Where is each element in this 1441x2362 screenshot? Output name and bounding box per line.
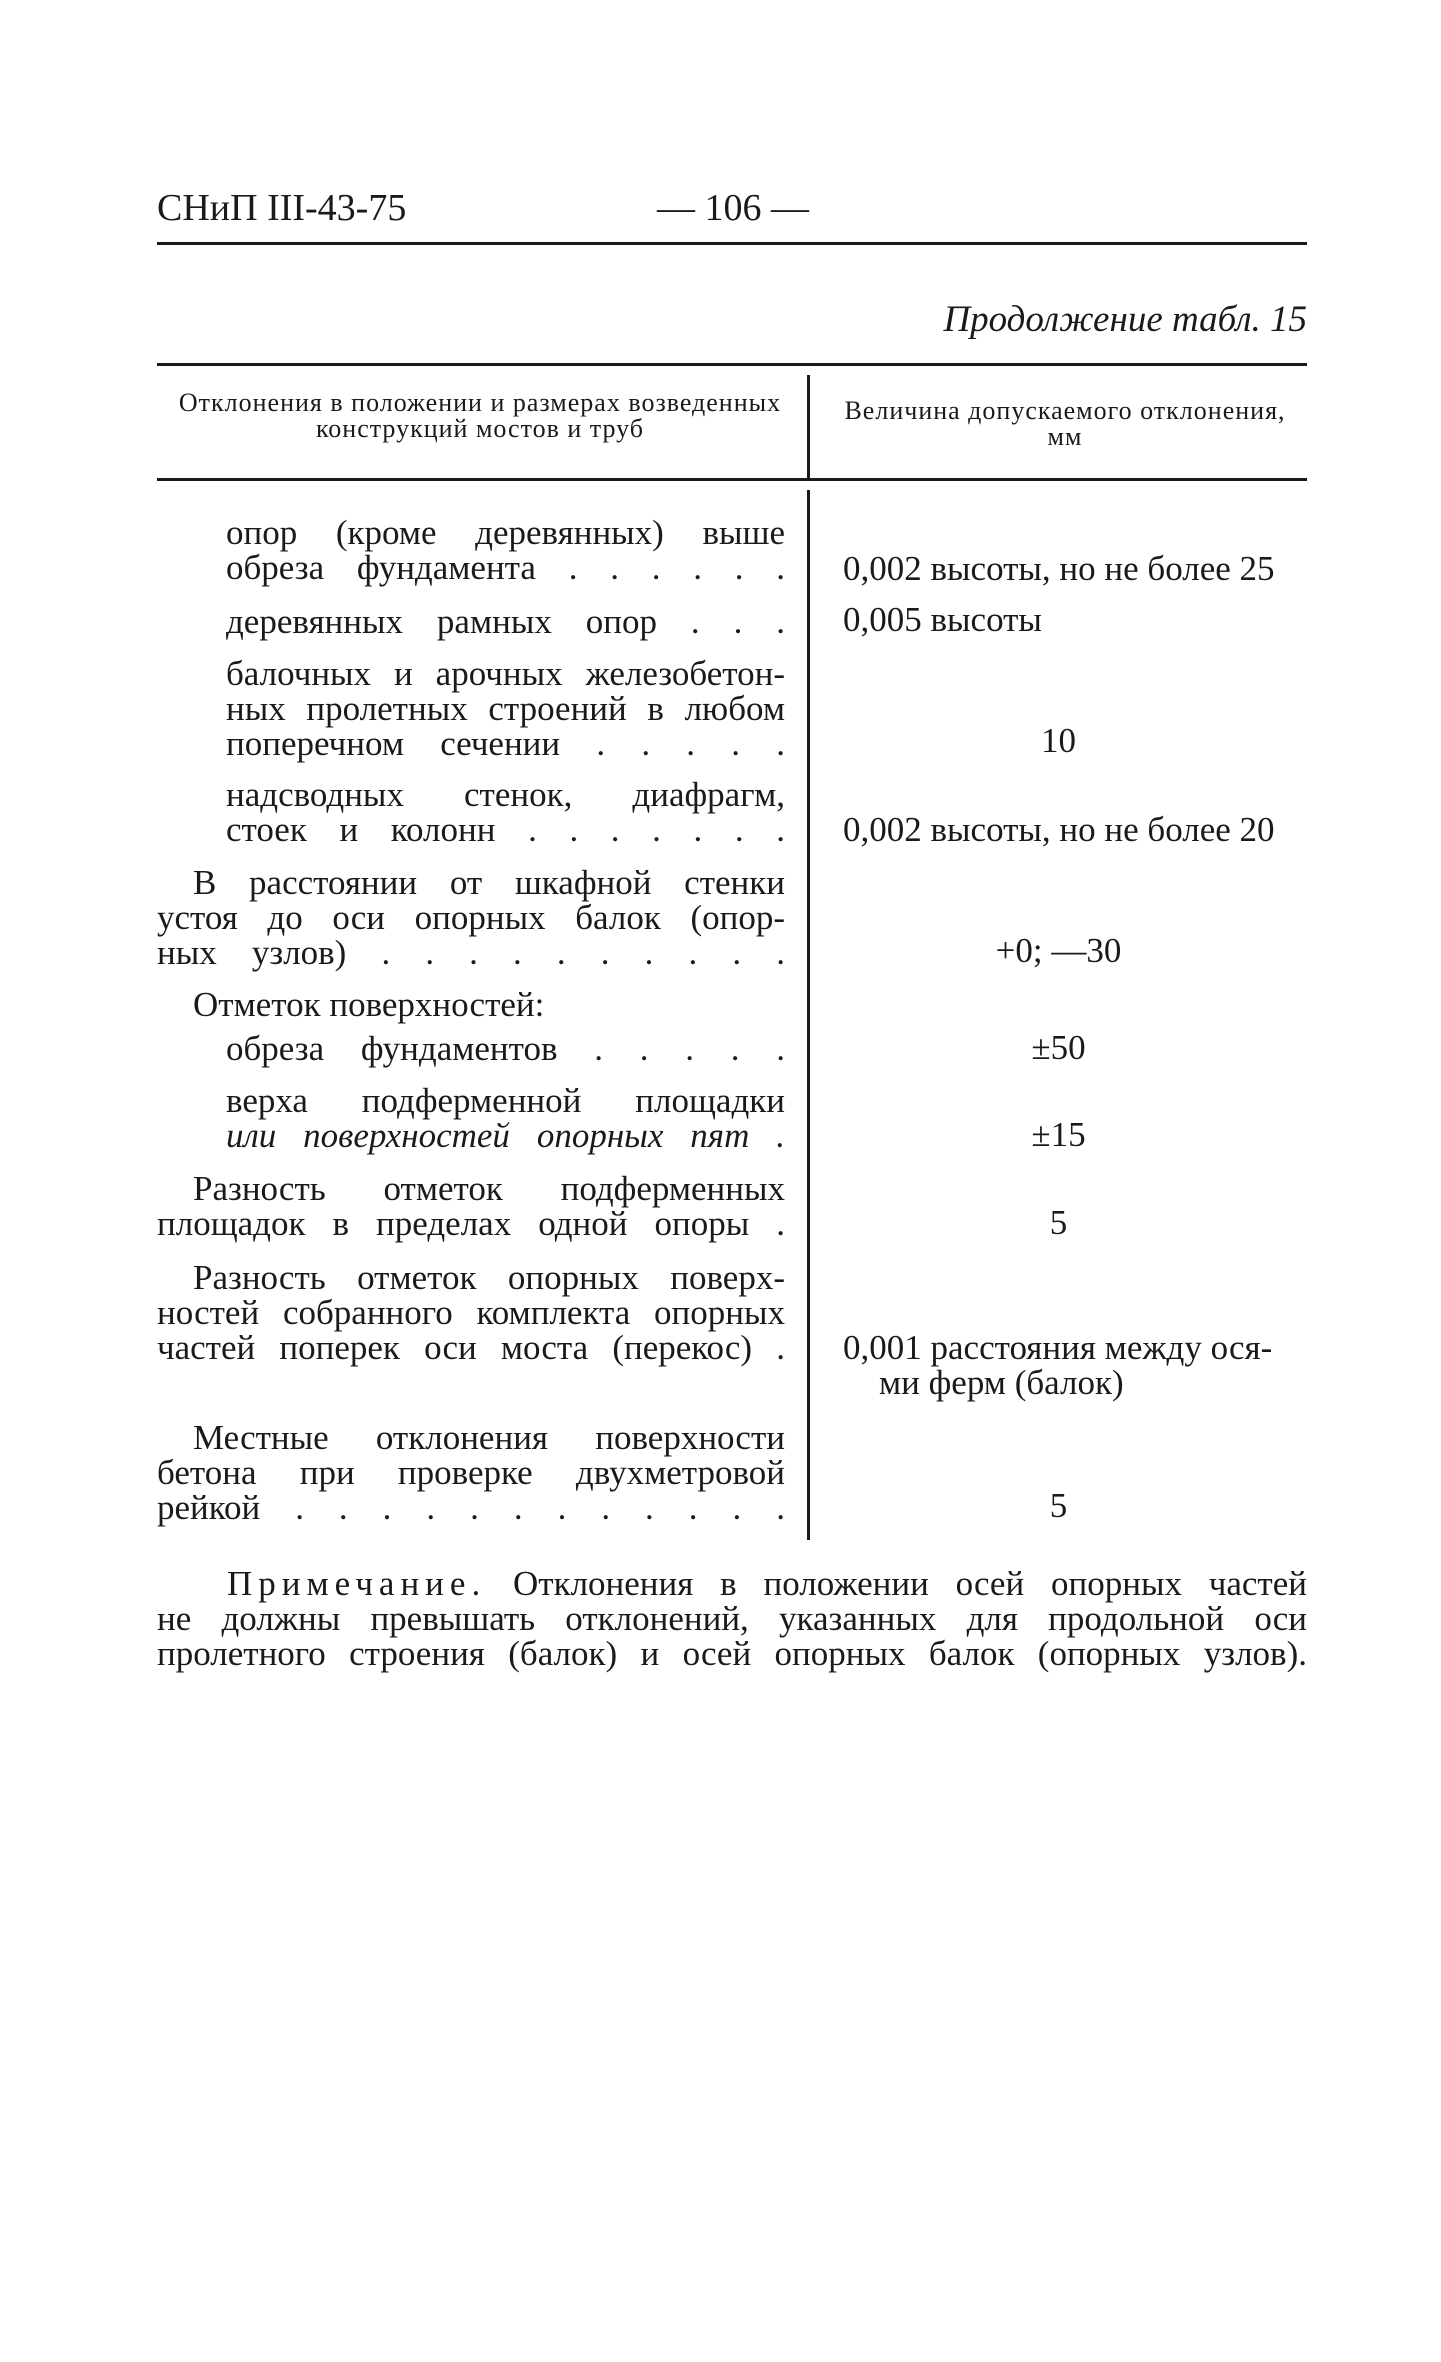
table-header-divider bbox=[807, 375, 810, 478]
table-column-divider bbox=[807, 490, 810, 1540]
table-continuation-label: Продолжение табл. 15 bbox=[943, 299, 1307, 340]
table-row-label: обреза фундаментов . . . . . bbox=[226, 1029, 785, 1068]
table-note bbox=[157, 1566, 1307, 1671]
document-code: СНиП III-43-75 bbox=[157, 187, 407, 229]
table-row-label: Разность отметок подферменных площадок в пределах одной опоры . bbox=[157, 1169, 785, 1243]
table-row-label: надсводных стенок, диафрагм, стоек и колонн . . . . . . . bbox=[226, 775, 785, 849]
table-row-value: 0,005 высоты bbox=[843, 600, 1042, 639]
table-row-value: 5 bbox=[1049, 1486, 1068, 1525]
page-header bbox=[157, 186, 1307, 246]
note-label: Примечание. bbox=[227, 1564, 487, 1603]
table-header-rule bbox=[157, 478, 1307, 481]
table-row-label: верха подферменной площадки или поверхностей опорных пят . bbox=[226, 1081, 785, 1155]
table-top-rule bbox=[157, 363, 1307, 366]
note-text-line: Отклонения в положении осей опорных частей bbox=[513, 1564, 1307, 1603]
note-text-line: пролетного строения (балок) и осей опорных балок (опорных узлов). bbox=[157, 1634, 1307, 1673]
table-row-label: балочных и арочных железобетон- ных пролетных строений в любом поперечном сечении . . . . . bbox=[226, 654, 785, 763]
table-row-label: деревянных рамных опор . . . bbox=[226, 602, 785, 641]
table-row-value: ±15 bbox=[1031, 1115, 1086, 1154]
table-row-value: 10 bbox=[1041, 721, 1076, 760]
table-row-value: +0; —30 bbox=[995, 931, 1122, 970]
table-row-value: ±50 bbox=[1031, 1028, 1086, 1067]
table-row-value: 0,002 высоты, но не более 20 bbox=[843, 810, 1275, 849]
page-number: — 106 — bbox=[657, 187, 809, 229]
table-row-value: 0,002 высоты, но не более 25 bbox=[843, 549, 1275, 588]
table-row-label: Местные отклонения поверхности бетона при проверке двухметровой рейкой . . . . . . . . . . . . bbox=[157, 1418, 785, 1527]
table-row-value: 5 bbox=[1049, 1203, 1068, 1242]
column-header-deviations: Отклонения в положении и размерах возведенных конструкций мостов и труб bbox=[178, 388, 782, 443]
header-rule bbox=[157, 242, 1307, 245]
table-row-label: Разность отметок опорных поверх- ностей собранного комплекта опорных частей поперек оси моста (перекос) . bbox=[157, 1258, 785, 1367]
column-header-tolerance: Величина допускаемого отклонения, мм bbox=[844, 396, 1286, 451]
table-row-label: Отметок поверхностей: bbox=[193, 985, 545, 1024]
table-row-label: опор (кроме деревянных) выше обреза фундамента . . . . . . bbox=[226, 513, 785, 587]
note-text-line: не должны превышать отклонений, указанных для продольной оси bbox=[157, 1599, 1307, 1638]
table-row-label: В расстоянии от шкафной стенки устоя до оси опорных балок (опор- ных узлов) . . . . . . . . . . bbox=[157, 863, 785, 972]
table-row-value: 0,001 расстояния между ося- ми ферм (балок) bbox=[843, 1328, 1273, 1402]
